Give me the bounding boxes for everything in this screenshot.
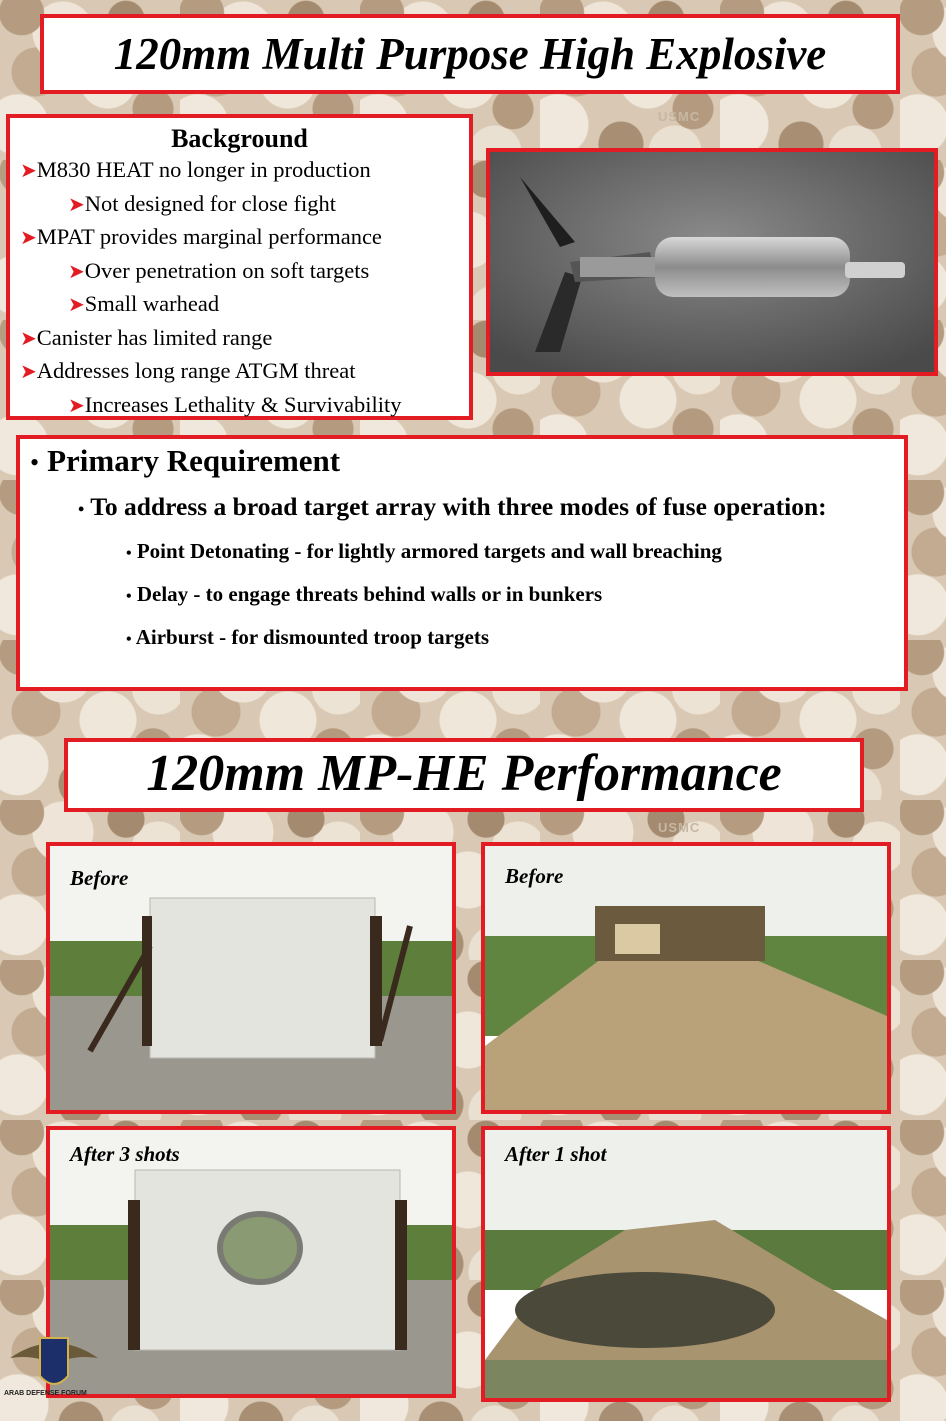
background-item-text: Addresses long range ATGM threat [36,358,356,383]
photo-caption: Before [505,864,564,888]
top-title-box [40,14,900,94]
forum-logo [0,1318,108,1416]
background-list-item [20,355,469,389]
arrow-bullet-icon: ➤ [68,394,85,417]
primary-requirement-box [16,435,908,691]
wall-before-photo [46,842,456,1114]
background-item-text: Over penetration on soft targets [84,257,370,283]
bunker-before-photo [481,842,891,1114]
eagle-shield-icon [0,1318,108,1416]
arrow-bullet-icon: ➤ [20,361,37,383]
fuse-mode-item: • Point Detonating - for lightly armored targets and wall breaching [126,539,722,563]
background-box [6,114,473,420]
background-item-text: Increases Lethality & Survivability [84,391,402,417]
requirement-heading-row [30,443,904,479]
background-list-item [20,255,469,289]
arrow-bullet-icon: ➤ [68,193,85,216]
arrow-bullet-icon: ➤ [68,260,85,283]
background-item-text: Small warhead [84,291,220,316]
performance-title: 120mm MP-HE Performance [146,745,782,802]
background-heading: Background [171,124,308,153]
wall-after-image [50,1130,452,1394]
bunker-after-image [485,1130,887,1398]
background-item-text: M830 HEAT no longer in production [36,157,371,182]
background-list-item [20,389,469,423]
arrow-bullet-icon: ➤ [20,227,37,249]
usmc-watermark: USMC [658,109,701,124]
background-list-item [20,221,469,255]
arrow-bullet-icon: ➤ [68,294,85,316]
fuse-mode-item: • Airburst - for dismounted troop targets [126,625,489,649]
background-list-item [20,288,469,322]
forum-logo-text: ARAB DEFENSE FORUM [4,1390,87,1397]
projectile-photo [486,148,938,376]
fuse-modes-list [126,531,904,660]
background-list-item [20,322,469,356]
requirement-heading: Primary Requirement [47,443,341,478]
bunker-after-photo [481,1126,891,1402]
arrow-bullet-icon: ➤ [20,327,37,350]
background-list-item [20,154,469,188]
performance-title-box [64,738,864,812]
requirement-intro: To address a broad target array with three modes of fuse operation: [90,492,827,521]
projectile-image [490,152,934,372]
fuse-mode-point: Point Detonating - for lightly armored targets and wall breaching [136,539,722,563]
photo-caption: After 1 shot [505,1142,607,1166]
background-item-text: MPAT provides marginal performance [36,224,382,249]
bullet: • [30,448,40,477]
background-item-text: Canister has limited range [36,324,273,350]
requirement-intro-row [78,491,874,525]
photo-caption: After 3 shots [70,1142,180,1166]
page-title: 120mm Multi Purpose High Explosive [113,29,827,79]
bullet: • [78,499,85,519]
fuse-mode-delay: Delay - to engage threats behind walls or in bunkers [136,582,603,606]
fuse-mode-item: • Delay - to engage threats behind walls or in bunkers [126,582,603,606]
usmc-watermark-2: USMC [658,820,701,835]
fuse-mode-airburst: Airburst - for dismounted troop targets [135,625,489,649]
background-list [20,154,469,422]
photo-caption: Before [70,866,129,890]
arrow-bullet-icon: ➤ [20,160,37,182]
background-item-text: Not designed for close fight [84,190,336,216]
background-list-item [20,188,469,222]
